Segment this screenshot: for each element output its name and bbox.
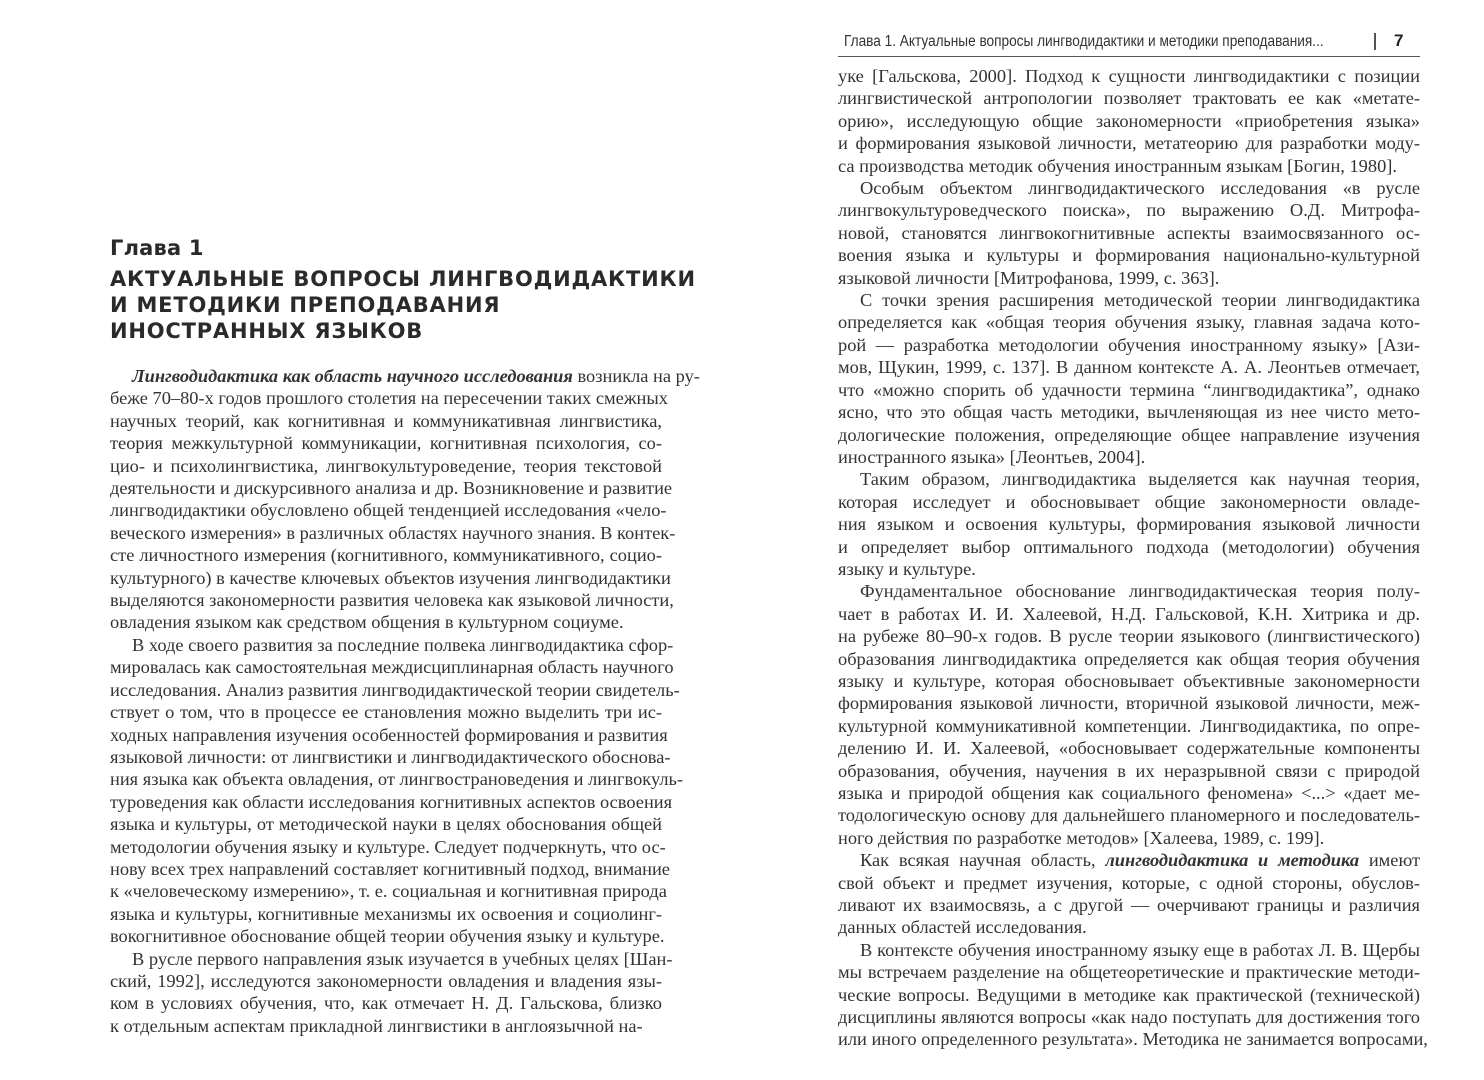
text-line (110, 432, 662, 454)
text-run: Как всякая научная область, (860, 850, 1106, 871)
text-line (110, 992, 662, 1014)
text-line (838, 1006, 1420, 1028)
text-run: тодологическую основу для дальнейшего планомерного и последователь- (838, 805, 1420, 826)
text-line (110, 948, 673, 970)
text-run: на рубеже 80–90-х годов. В русле теории языкового (лингвистического) (838, 626, 1420, 647)
text-run: языка и природой общения как социального феномена» <...> «дает ме- (838, 783, 1420, 803)
text-line (110, 634, 674, 656)
text-line (110, 611, 662, 633)
text-run: ходных направления изучения особенностей формирования и развития (110, 724, 668, 745)
text-line (838, 334, 1420, 356)
text-line (838, 849, 1420, 871)
text-run: мировалась как самостоятельная междисциплинарная область научного (110, 657, 674, 678)
text-run: орию», исследующую общие закономерности «приобретения языка» (838, 110, 1420, 131)
text-run: нову всех трех направлений составляет когнитивный подход, внимание (110, 858, 670, 879)
text-line (838, 132, 1420, 154)
text-run: ния языком и освоения культуры, формирования языковой личности (838, 514, 1420, 535)
text-run: языку и культуре. (838, 558, 976, 579)
text-line (838, 1028, 1428, 1050)
text-line (110, 410, 662, 432)
text-run: культурного) в качестве ключевых объектов изучения лингводидактики (110, 567, 671, 588)
text-run: лингводидактики обусловлено общей тенденцией исследования «чело- (110, 500, 667, 521)
text-run: лингвокультуроведческого поиска», по выражению О.Д. Митрофа- (838, 200, 1420, 221)
text-run: к отдельным аспектам прикладной лингвистики в англоязычной на- (110, 1015, 643, 1036)
text-run: мы встречаем разделение на общетеоретические и практические методи- (838, 962, 1420, 983)
text-line (838, 580, 1420, 602)
text-line (838, 379, 1420, 401)
text-line (838, 468, 1420, 490)
text-line (838, 311, 1420, 333)
text-line (110, 858, 670, 880)
text-line (838, 177, 1420, 199)
paragraph (110, 634, 684, 948)
text-run: культурной коммуникативной компетенции. Лингводидактика, по опре- (838, 715, 1420, 736)
text-run: данных областей исследования. (838, 917, 1087, 938)
text-line (110, 746, 671, 768)
text-run: овладения языком как средством общения в культурном социуме. (110, 612, 624, 633)
text-run: научных теорий, как когнитивная и коммуникативная лингвистика, (110, 410, 662, 431)
paragraph (838, 468, 1420, 580)
text-run: языку и культуре, которая обосновывает объективные закономерности (838, 670, 1420, 691)
text-run: методологии обучения языку и культуре. Следует подчеркнуть, что ос- (110, 836, 666, 857)
text-run: туроведения как области исследования когнитивных аспектов освоения (110, 791, 673, 812)
text-line (838, 737, 1420, 759)
text-line (838, 446, 1420, 468)
text-run: чает в работах И. И. Халеевой, Н.Д. Гальсковой, К.Н. Хитрика и др. (838, 603, 1420, 624)
text-run: са производства методик обучения иностранным языкам [Богин, 1980]. (838, 155, 1397, 176)
text-run: Таким образом, лингводидактика выделяется как научная теория, (860, 469, 1420, 490)
left-body-text (110, 365, 700, 1037)
text-run: ком в условиях обучения, что, как отмечает Н. Д. Гальскова, близко (110, 993, 662, 1014)
text-line (110, 656, 674, 678)
text-line (838, 491, 1420, 513)
text-line (110, 522, 676, 544)
text-line (838, 199, 1420, 221)
text-line (838, 760, 1420, 782)
text-run: выделяются закономерности развития человека как языковой личности, (110, 590, 674, 611)
paragraph (110, 948, 673, 1038)
text-run: рой — разработка методологии обучения иностранному языку» [Ази- (838, 334, 1420, 355)
text-line (838, 939, 1420, 961)
text-line (110, 880, 667, 902)
text-line (838, 961, 1420, 983)
text-line (838, 244, 1420, 266)
text-line (110, 701, 662, 723)
text-run: веческого измерения» в различных областях научного знания. В контек- (110, 522, 676, 543)
text-line (838, 916, 1420, 938)
text-line (838, 603, 1420, 625)
text-run: ясно, что это общая часть методики, вычленяющая из нее чисто мето- (838, 402, 1420, 423)
chapter-title-line: ИНОСТРАННЫХ ЯЗЫКОВ (110, 319, 424, 343)
text-run: С точки зрения расширения методической теории лингводидактика (860, 290, 1420, 311)
text-run: теория межкультурной коммуникации, когнитивная психология, со- (110, 433, 662, 454)
text-run: формирования языковой личности, вторичной языковой личности, меж- (838, 693, 1420, 714)
text-line (838, 894, 1420, 916)
text-line (110, 836, 666, 858)
text-run: воения языка и культуры и формирования национально-культурной (838, 245, 1420, 266)
text-line (838, 536, 1420, 558)
text-line (110, 970, 662, 992)
text-run: ский, 1992], исследуются закономерности овладения и владения язы- (110, 970, 662, 991)
text-run: беже 70–80-х годов прошлого столетия на пересечении таких смежных (110, 388, 668, 409)
text-line (838, 267, 1420, 289)
text-run: делению И. И. Халеевой, «обосновывает содержательные компоненты (838, 738, 1420, 759)
text-run: которая исследует и обосновывает общие закономерности овладе- (838, 491, 1420, 512)
text-line (838, 715, 1420, 737)
text-line (110, 791, 673, 813)
text-line (110, 455, 662, 477)
text-line (110, 589, 674, 611)
right-body-text (838, 65, 1428, 1051)
chapter-title (110, 266, 696, 344)
text-run: свой объект и предмет изучения, которые, с одной стороны, обуслов- (838, 872, 1420, 893)
chapter-title-line: И МЕТОДИКИ ПРЕПОДАВАНИЯ (110, 293, 501, 317)
text-run: дологические положения, определяющие общее направление изучения (838, 424, 1420, 445)
text-run: В русле первого направления язык изучается в учебных целях [Шан- (132, 948, 673, 969)
text-line (110, 499, 667, 521)
text-run: определяется как «общая теория обучения языку, главная задача кото- (838, 312, 1420, 333)
text-line (838, 87, 1420, 109)
text-run: ного действия по разработке методов» [Халеева, 1989, с. 199]. (838, 827, 1325, 848)
paragraph (110, 365, 700, 634)
chapter-title-line: АКТУАЛЬНЫЕ ВОПРОСЫ ЛИНГВОДИДАКТИКИ (110, 267, 696, 291)
text-run: что «можно спорить об удачности термина “лингводидактика”, однако (838, 379, 1420, 400)
text-line (838, 155, 1420, 177)
text-line (110, 365, 700, 387)
text-line (838, 356, 1420, 378)
text-run: ния языка как объекта овладения, от лингвострановедения и лингвокуль- (110, 769, 684, 790)
text-line (838, 782, 1420, 804)
text-run: В контексте обучения иностранному языку еще в работах Л. В. Щербы (860, 939, 1420, 960)
paragraph (838, 289, 1420, 468)
text-line (838, 513, 1420, 535)
text-line (838, 558, 1420, 580)
text-run: к «человеческому измерению», т. е. социальная и когнитивная природа (110, 881, 667, 902)
text-run: ствует о том, что в процессе ее становления можно выделить три ис- (110, 702, 662, 723)
text-run: исследования. Анализ развития лингводидактической теории свидетель- (110, 679, 680, 700)
text-run: сте личностного измерения (когнитивного, коммуникативного, социо- (110, 545, 662, 566)
text-run: цио- и психолингвистика, лингвокультуроведение, теория текстовой (110, 455, 662, 476)
text-run: и определяет выбор оптимального подхода (методологии) обучения (838, 536, 1420, 557)
paragraph (838, 65, 1420, 177)
text-run: иностранного языка» [Леонтьев, 2004]. (838, 446, 1146, 467)
text-line (838, 827, 1420, 849)
text-run: деятельности и дискурсивного анализа и др. Возникновение и развитие (110, 478, 673, 499)
text-line (838, 289, 1420, 311)
text-run: дисциплины являются вопросы «как надо поступать для достижения того (838, 1007, 1420, 1028)
text-run: новой, становятся лингвокогнитивные аспекты взаимосвязанного ос- (838, 222, 1420, 243)
text-line (838, 872, 1420, 894)
text-line (110, 768, 684, 790)
text-run: образования, обучения, научения в их неразрывной связи с природой (838, 760, 1420, 781)
text-line (110, 813, 662, 835)
text-line (110, 903, 662, 925)
text-line (838, 625, 1420, 647)
header-separator (1374, 33, 1376, 50)
paragraph (838, 849, 1420, 939)
text-line (838, 648, 1420, 670)
text-run: Особым объектом лингводидактического исследования «в русле (860, 178, 1420, 199)
text-line (110, 1015, 662, 1037)
text-run: языка и культуры, когнитивные механизмы их освоения и социолинг- (110, 903, 662, 924)
text-line (838, 804, 1420, 826)
text-run: языковой личности [Митрофанова, 1999, с. 363]. (838, 267, 1220, 288)
text-run: и формирования языковой личности, метатеорию для разработки моду- (838, 133, 1420, 154)
text-line (838, 222, 1420, 244)
text-run: или иного определенного результата». Методика не занимается вопросами, (838, 1029, 1428, 1050)
text-line (110, 544, 662, 566)
text-run: Фундаментальное обоснование лингводидактическая теория полу- (860, 581, 1420, 602)
paragraph (838, 939, 1428, 1051)
emphasized-term: Лингводидактика как область научного исследования (132, 366, 573, 386)
text-line (838, 401, 1420, 423)
chapter-label: Глава 1 (110, 236, 204, 260)
running-header-title: Глава 1. Актуальные вопросы лингводидактики и методики преподавания... (844, 33, 1324, 50)
text-line (838, 424, 1420, 446)
text-line (110, 925, 665, 947)
text-run: ливают их взаимосвязь, а с другой — очерчивают границы и различия (838, 895, 1420, 916)
text-run: лингвистической антропологии позволяет трактовать ее как «метате- (838, 88, 1420, 109)
text-run: возникла на ру- (572, 366, 700, 386)
text-run: имеют (1359, 850, 1420, 871)
text-line (110, 679, 680, 701)
paragraph (838, 177, 1420, 289)
text-run: ческие вопросы. Ведущими в методике как практической (технической) (838, 984, 1420, 1005)
text-run: языковой личности: от лингвистики и лингводидактического обоснова- (110, 746, 671, 767)
text-run: В ходе своего развития за последние полвека лингводидактика сфор- (132, 634, 674, 655)
text-line (838, 692, 1420, 714)
text-line (838, 984, 1420, 1006)
text-line (110, 387, 668, 409)
text-run: мов, Щукин, 1999, с. 137]. В данном контексте А. А. Леонтьев отмечает, (838, 357, 1420, 378)
text-line (110, 567, 671, 589)
text-line (838, 110, 1420, 132)
paragraph (838, 580, 1420, 849)
text-run: уке [Гальскова, 2000]. Подход к сущности лингводидактики с позиции (838, 66, 1420, 86)
emphasized-term: лингводидактика и методика (1105, 850, 1360, 871)
text-line (838, 670, 1420, 692)
text-line (110, 477, 673, 499)
running-header (838, 30, 1420, 57)
page-number: 7 (1394, 31, 1404, 50)
text-run: вокогнитивное обоснование общей теории обучения языку и культуре. (110, 926, 665, 947)
text-run: языка и культуры, от методической науки в целях обоснования общей (110, 814, 662, 835)
text-run: образования лингводидактика определяется как общая теория обучения (838, 648, 1420, 669)
text-line (110, 724, 668, 746)
text-line (838, 65, 1420, 87)
